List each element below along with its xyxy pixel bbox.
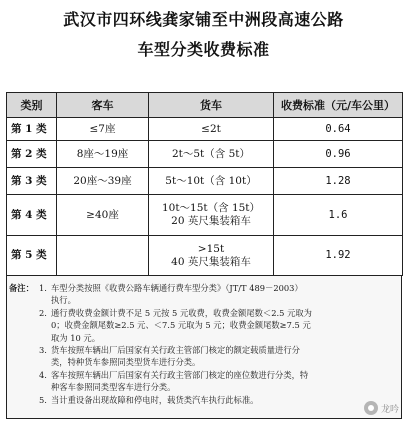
notes-section [9,282,397,406]
note-number: 1. [39,283,47,293]
table-header-row [7,93,403,118]
note-number: 3. [39,345,47,356]
watermark-text: 龙吟 [380,404,399,415]
note-text: 类，特种货车参照同类型货车进行分类。 [51,357,201,368]
document-subtitle: 车型分类收费标准 [137,40,270,59]
truck-line: 20 英尺集装箱车 [171,215,251,227]
rate-cell: 1.92 [274,236,403,276]
note-text: 通行费收费金额计费不足 5 元按 5 元收费，收费金额尾数＜2.5 元取为 [51,307,312,318]
note-text: 种客车参照同类型客车进行分类。 [51,382,176,393]
note-number: 4. [39,369,47,380]
bus-cell: 20座～39座 [57,168,149,195]
note-text: 当计重设备出现故障和停电时，载货类汽车执行此标准。 [51,394,259,405]
truck-cell [149,141,274,168]
class-cell: 第 3 类 [7,168,57,195]
note-item [9,394,397,406]
table-row [7,236,403,276]
table-row [7,118,403,141]
bus-cell [57,236,149,276]
note-text: 执行。 [51,295,76,306]
note-item [9,344,397,356]
header-truck: 货车 [149,93,274,118]
truck-cell [149,168,274,195]
truck-line: >15t [197,242,225,255]
bus-cell: ≥40座 [57,195,149,236]
class-cell: 第 5 类 [7,236,57,276]
table-row [7,195,403,236]
watermark [364,401,399,415]
class-cell: 第 2 类 [7,141,57,168]
note-text: 客车按照车辆出厂后国家有关行政主管部门核定的座位数进行分类，特 [51,369,309,380]
truck-cell [149,195,274,236]
note-item [9,282,397,294]
header-bus: 客车 [57,93,149,118]
bus-cell: 8座～19座 [57,141,149,168]
notes-label: 备注： [9,283,34,293]
truck-line: 2t～5t（含 5t） [171,147,251,160]
truck-line: 10t～15t（含 15t） [161,202,261,214]
note-item [9,307,397,319]
note-number: 2. [39,307,47,318]
note-text: 货车按照车辆出厂后国家有关行政主管部门核定的额定载质量进行分 [51,345,300,356]
truck-line: 40 英尺集装箱车 [171,255,251,268]
note-text: 车型分类按照《收费公路车辆通行费车型分类》（JT/T 489－2003） [51,283,303,293]
note-text: 0；收费金额尾数≥2.5 元、＜7.5 元取为 5 元；收费金额尾数≥7.5 元 [51,320,311,331]
header-class: 类别 [7,93,57,118]
rate-cell: 1.28 [274,168,403,195]
rate-cell: 0.96 [274,141,403,168]
rate-cell: 1.6 [274,195,403,236]
truck-line: 5t～10t（含 10t） [165,174,257,187]
note-number: 5. [39,394,47,405]
class-cell: 第 4 类 [7,195,57,236]
bus-cell: ≤7座 [57,118,149,141]
badge-icon [364,401,378,415]
class-cell: 第 1 类 [7,118,57,141]
table-row [7,141,403,168]
truck-cell [149,236,274,276]
header-rate: 收费标准（元/车公里） [274,93,403,118]
rate-cell: 0.64 [274,118,403,141]
note-item [9,369,397,381]
note-text: 取为 10 元。 [51,332,101,343]
table-row [7,168,403,195]
fee-table [6,92,403,276]
truck-line: ≤2t [201,122,221,135]
truck-cell [149,118,274,141]
document-title: 武汉市四环线龚家铺至中洲段高速公路 [63,10,344,29]
